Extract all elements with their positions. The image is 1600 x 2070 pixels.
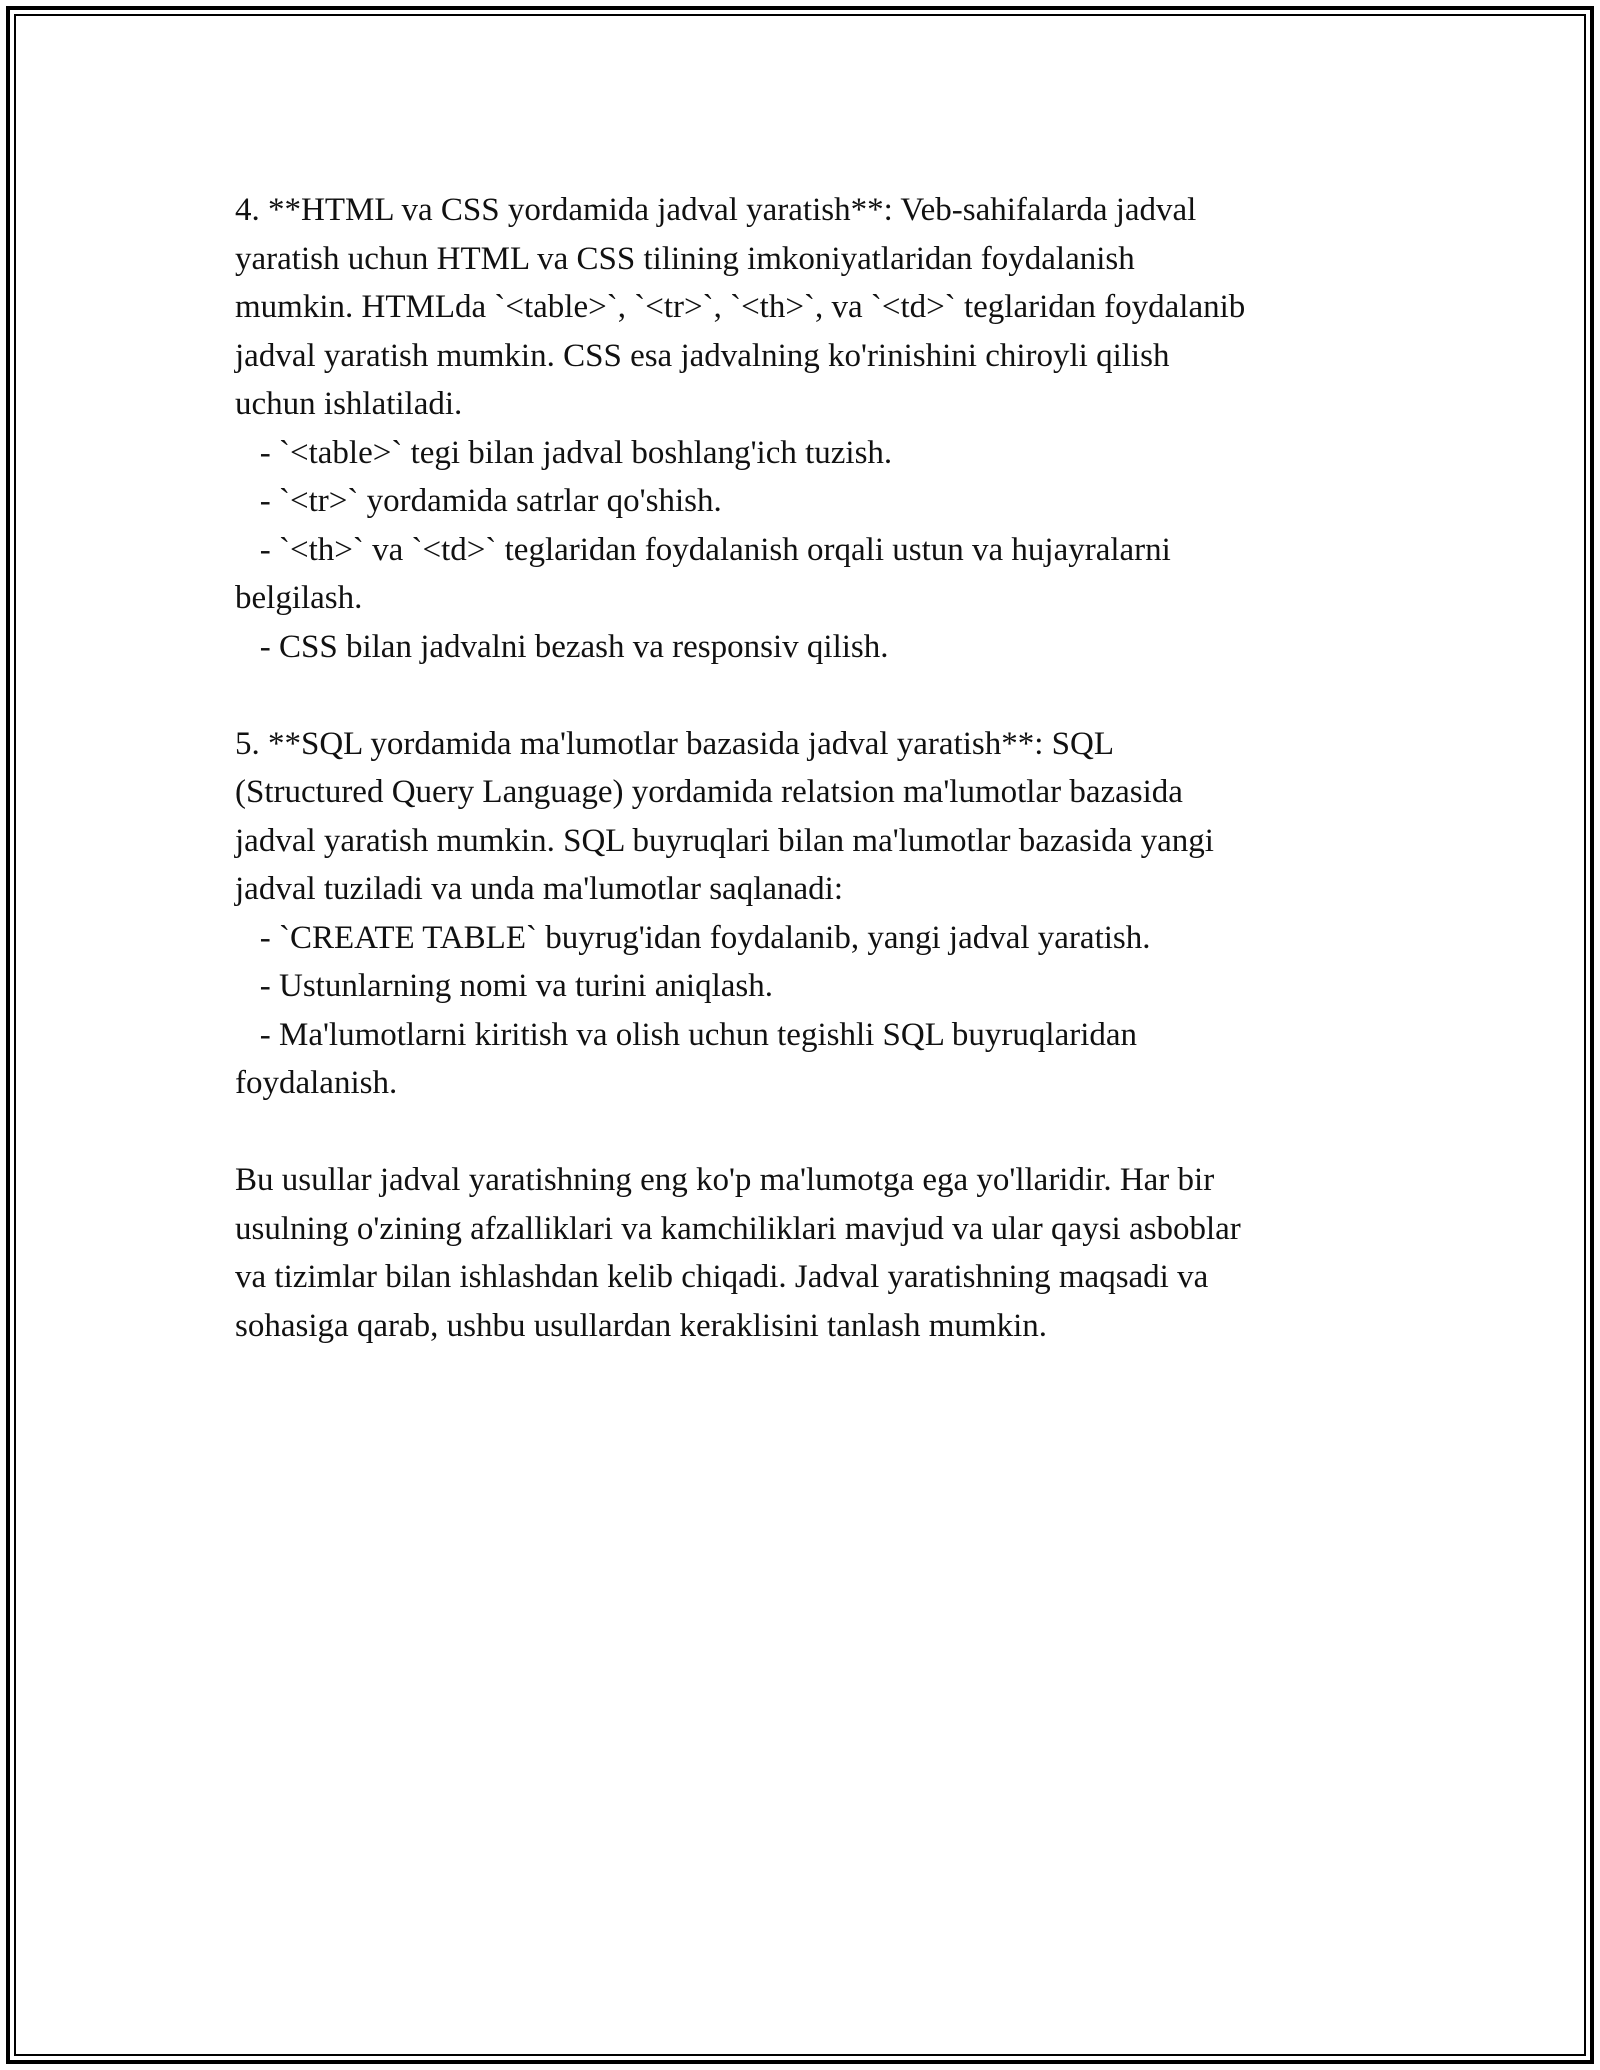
text-line: Bu usullar jadval yaratishning eng ko'p ma'lumotga ega yo'llaridir. Har bir [235,1162,1215,1198]
text-line: mumkin. HTMLda `<table>`, `<tr>`, `<th>`, va `<td>` teglaridan foydalanib [235,289,1246,325]
list-item: - `CREATE TABLE` buyrug'idan foydalanib, yangi jadval yaratish. [235,919,1151,956]
list-item: - Ma'lumotlarni kiritish va olish uchun tegishli SQL buyruqlaridan [235,1016,1138,1053]
list-item: - `<th>` va `<td>` teglaridan foydalanish orqali ustun va hujayralarni [235,531,1171,568]
paragraph-spacer [235,671,1375,720]
paragraph-spacer [235,1108,1375,1157]
section-html-css [235,186,1375,671]
text-line: va tizimlar bilan ishlashdan kelib chiqadi. Jadval yaratishning maqsadi va [235,1259,1209,1295]
text-line: yaratish uchun HTML va CSS tilining imkoniyatlaridan foydalanish [235,240,1135,277]
text-line: (Structured Query Language) yordamida relatsion ma'lumotlar bazasida [235,774,1183,810]
document-body [235,186,1375,1350]
text-line: uchun ishlatiladi. [235,386,463,422]
text-line: belgilash. [235,580,363,616]
text-line: usulning o'zining afzalliklari va kamchiliklari mavjud va ular qaysi asboblar [235,1210,1241,1247]
text-line: jadval yaratish mumkin. SQL buyruqlari bilan ma'lumotlar bazasida yangi [235,822,1214,859]
list-item: - `<tr>` yordamida satrlar qo'shish. [235,483,722,519]
text-line: jadval yaratish mumkin. CSS esa jadvalning ko'rinishini chiroyli qilish [235,337,1170,374]
list-item: - `<table>` tegi bilan jadval boshlang'ich tuzish. [235,434,893,471]
text-line: 4. **HTML va CSS yordamida jadval yaratish**: Veb-sahifalarda jadval [235,192,1197,228]
text-line: 5. **SQL yordamida ma'lumotlar bazasida jadval yaratish**: SQL [235,725,1115,762]
section-sql [235,720,1375,1108]
text-line: foydalanish. [235,1065,398,1101]
text-line: sohasiga qarab, ushbu usullardan keraklisini tanlash mumkin. [235,1307,1048,1344]
text-line: jadval tuziladi va unda ma'lumotlar saqlanadi: [235,871,844,907]
list-item: - Ustunlarning nomi va turini aniqlash. [235,968,774,1004]
list-item: - CSS bilan jadvalni bezash va responsiv qilish. [235,628,889,665]
section-conclusion [235,1156,1375,1350]
